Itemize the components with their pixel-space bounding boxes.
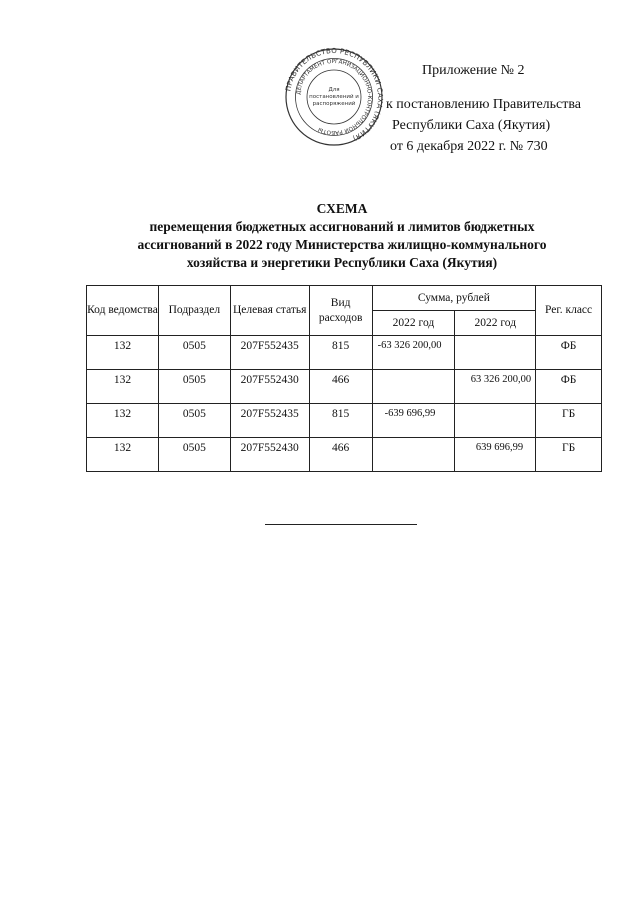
- cell-code: 132: [87, 404, 159, 438]
- official-stamp: [284, 47, 384, 147]
- appendix-line-2: к постановлению Правительства: [386, 97, 582, 112]
- header-year-a: 2022 год: [372, 311, 455, 336]
- cell-kind: 466: [309, 438, 372, 472]
- cell-code: 132: [87, 438, 159, 472]
- table-row: [87, 336, 602, 370]
- title-line-1: перемещения бюджетных ассигнований и лимитов бюджетных: [149, 219, 535, 234]
- cell-code: 132: [87, 336, 159, 370]
- cell-amount-b: 63 326 200,00: [455, 370, 536, 404]
- cell-amount-a: -639 696,99: [372, 404, 455, 438]
- cell-amount-a: -63 326 200,00: [372, 336, 455, 370]
- stamp-center-line-3: распоряжений: [312, 101, 356, 107]
- cell-kind: 815: [309, 404, 372, 438]
- cell-reg: ГБ: [536, 438, 602, 472]
- header-reg: Рег. класс: [536, 286, 602, 336]
- appendix-line-3: Республики Саха (Якутия): [392, 118, 551, 133]
- cell-amount-b: 639 696,99: [455, 438, 536, 472]
- header-target: Целевая статья: [230, 286, 309, 336]
- cell-amount-a: [372, 438, 455, 472]
- cell-target: 207F552430: [230, 438, 309, 472]
- header-sum: Сумма, рублей: [372, 286, 536, 311]
- header-kind: Вид расходов: [309, 286, 372, 336]
- cell-amount-b: [455, 336, 536, 370]
- document-title: [90, 200, 594, 272]
- cell-reg: ФБ: [536, 336, 602, 370]
- cell-subsection: 0505: [158, 438, 230, 472]
- appendix-number: Приложение № 2: [422, 63, 525, 78]
- cell-target: 207F552435: [230, 404, 309, 438]
- schema-table: [86, 285, 602, 472]
- cell-subsection: 0505: [158, 336, 230, 370]
- stamp-center-line-2: постановлений и: [309, 94, 359, 100]
- cell-reg: ГБ: [536, 404, 602, 438]
- stamp-center-line-1: Для: [328, 87, 340, 93]
- cell-target: 207F552430: [230, 370, 309, 404]
- appendix-line-4: от 6 декабря 2022 г. № 730: [390, 139, 548, 154]
- stamp-outer-textpath: ПРАВИТЕЛЬСТВО РЕСПУБЛИКИ САХА (ЯКУТИЯ): [284, 47, 384, 143]
- table-row: [87, 438, 602, 472]
- header-code: Код ведомства: [87, 286, 159, 336]
- cell-subsection: 0505: [158, 370, 230, 404]
- header-year-b: 2022 год: [455, 311, 536, 336]
- cell-subsection: 0505: [158, 404, 230, 438]
- cell-amount-b: [455, 404, 536, 438]
- cell-kind: 815: [309, 336, 372, 370]
- end-divider: [265, 524, 417, 525]
- cell-kind: 466: [309, 370, 372, 404]
- title-line-3: хозяйства и энергетики Республики Саха (Якутия): [186, 255, 498, 270]
- appendix-block: [386, 60, 581, 157]
- cell-target: 207F552435: [230, 336, 309, 370]
- cell-amount-a: [372, 370, 455, 404]
- table-row: [87, 370, 602, 404]
- title-heading: СХЕМА: [316, 201, 368, 216]
- stamp-inner-textpath: ДЕПАРТАМЕНТ ОРГАНИЗАЦИОННО-КОНТРОЛЬНОЙ РАБОТЫ: [296, 58, 373, 136]
- cell-code: 132: [87, 370, 159, 404]
- cell-reg: ФБ: [536, 370, 602, 404]
- title-line-2: ассигнований в 2022 году Министерства жилищно-коммунального: [137, 237, 547, 252]
- table-row: [87, 404, 602, 438]
- header-subsection: Подраздел: [158, 286, 230, 336]
